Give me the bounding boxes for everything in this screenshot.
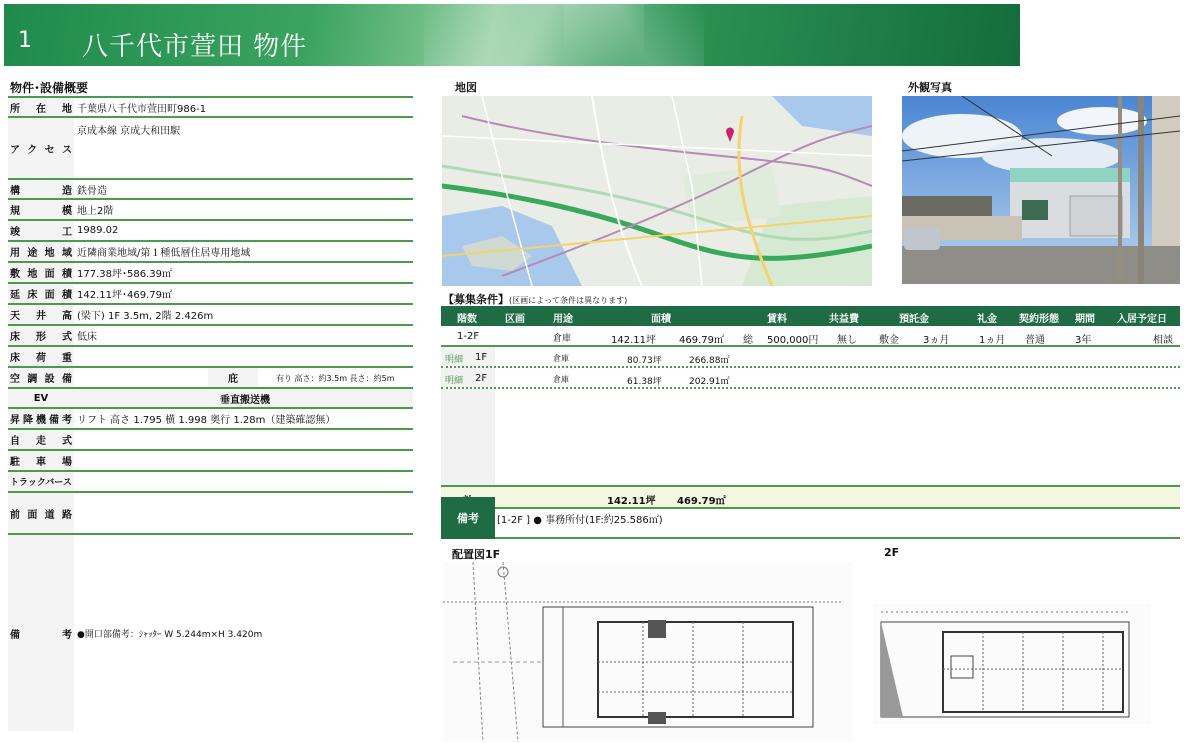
photo-heading: 外観写真: [908, 81, 952, 94]
recruit-remarks: [441, 497, 1180, 539]
row-land-area: 敷地面積 177.38坪･586.39㎡: [8, 263, 413, 284]
header-highlight-2: [564, 4, 704, 66]
row-floor-area: 延床面積 142.11坪･469.79㎡: [8, 284, 413, 305]
row-remarks: 備考 ●開口部備考：ｼｬｯﾀｰ W 5.244m×H 3.420m: [8, 535, 413, 731]
row-structure: 構造 鉄骨造: [8, 180, 413, 200]
property-number: 1: [18, 28, 32, 53]
row-completion: 竣工 1989.02: [8, 221, 413, 242]
page-header: [4, 4, 1020, 66]
row-scale: 規模 地上2階: [8, 200, 413, 221]
property-overview-table: [8, 96, 413, 731]
row-self-drive: 自走式: [8, 430, 413, 451]
row-lift: 昇降機備考 リフト 高さ 1.795 横 1.998 奥行 1.28m（建築確認無）: [8, 409, 413, 430]
recruit-row-2f: 明細 2F 倉庫 61.38坪 202.91㎡: [441, 368, 1180, 389]
row-ev: EV 垂直搬送機: [8, 389, 413, 409]
overview-heading: 物件･設備概要: [10, 81, 89, 95]
recruit-heading: 【募集条件】(区画によって条件は異なります): [443, 293, 628, 306]
map-image: [442, 96, 872, 286]
recruit-remarks-label: 備考: [441, 497, 495, 539]
row-ac: 空調設備 庇 有り 高さ：約3.5m 長さ：約5m: [8, 368, 413, 389]
row-ceiling: 天井高 (梁下) 1F 3.5m, 2階 2.426m: [8, 305, 413, 326]
location-map[interactable]: [442, 96, 872, 286]
recruit-row-main: 1-2F 倉庫 142.11坪 469.79㎡ 総 500,000円 無し 敷金 3ヵ月 1ヵ月 普通 3年 相談: [441, 326, 1180, 347]
recruit-total-row: 142.11坪 469.79㎡: [441, 487, 1180, 509]
row-access: アクセス 京成本線 京成大和田駅: [8, 118, 413, 180]
recruit-row-1f: 明細 1F 倉庫 80.73坪 266.88㎡: [441, 347, 1180, 368]
exterior-photo-image: [902, 96, 1180, 284]
row-truck-berth: トラックバース: [8, 472, 413, 493]
layout-plan-1f-drawing: [443, 562, 853, 742]
layout-plan-2f-drawing: [873, 604, 1151, 724]
vertical-conveyor-label: 垂直搬送機: [74, 389, 413, 407]
row-floor-type: 床形式 低床: [8, 326, 413, 347]
row-floor-load: 床荷重: [8, 347, 413, 368]
exterior-photo[interactable]: [902, 96, 1180, 284]
row-address: 所在地 千葉県八千代市萱田町986-1: [8, 98, 413, 118]
layout-plan-2f[interactable]: [873, 604, 1151, 724]
recruit-blank-area: [441, 389, 1180, 487]
row-front-road: 前面道路: [8, 493, 413, 535]
layout-1f-heading: 配置図1F: [452, 548, 501, 561]
eaves-value: 有り 高さ：約3.5m 長さ：約5m: [276, 374, 395, 383]
recruit-table-header: 階数 区画 用途 面積 賃料 共益費 預託金 礼金 契約形態 期間 入居予定日: [441, 306, 1180, 326]
page-title: 八千代市萱田 物件: [82, 32, 308, 62]
recruit-remarks-value: [1-2F ] ● 事務所付(1F:約25.586㎡): [497, 515, 663, 526]
row-parking: 駐車場: [8, 451, 413, 472]
eaves-label: 庇: [208, 368, 258, 387]
layout-2f-heading: 2F: [884, 546, 900, 559]
recruit-table: [441, 306, 1180, 509]
row-zoning: 用途地域 近隣商業地域/第１種低層住居専用地域: [8, 242, 413, 263]
layout-plan-1f[interactable]: [443, 562, 853, 742]
map-heading: 地図: [455, 81, 477, 94]
